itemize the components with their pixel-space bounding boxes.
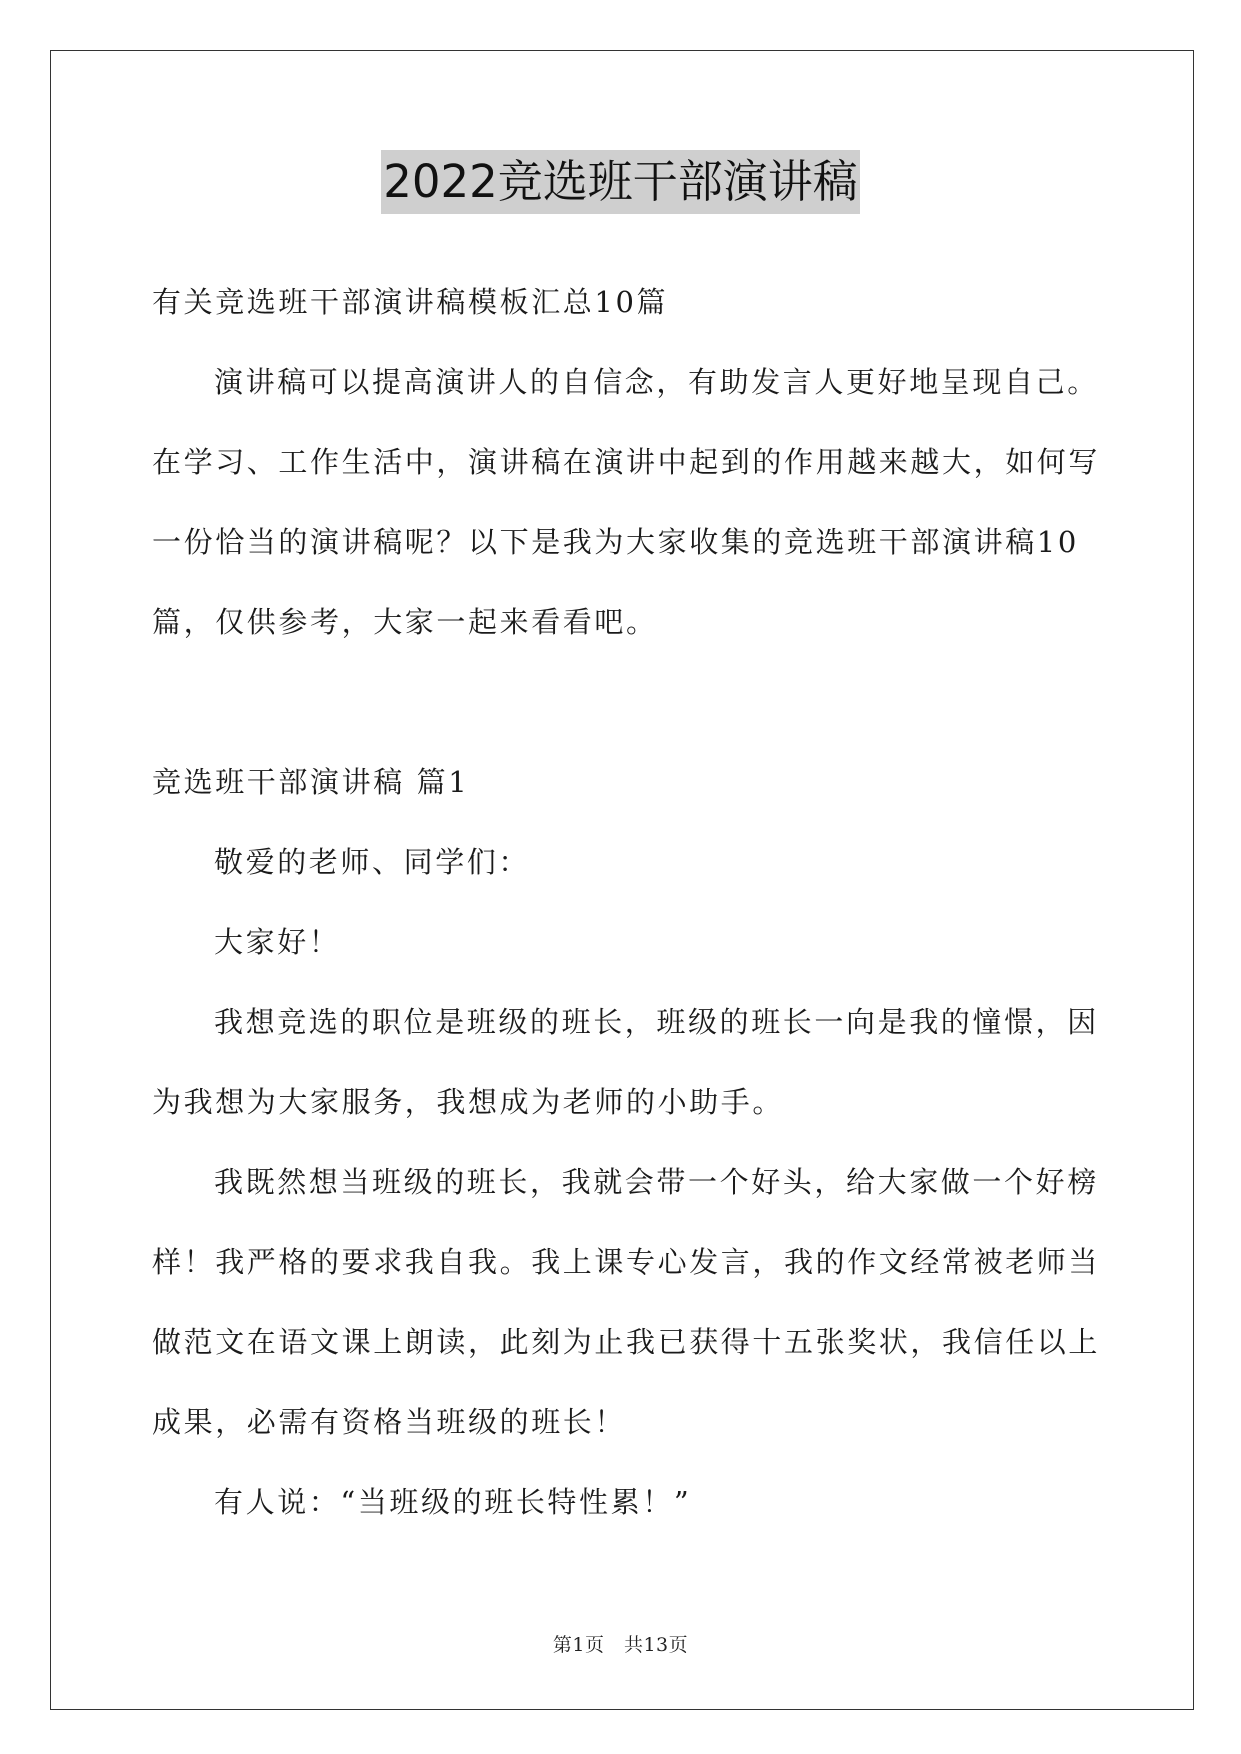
paragraph-line: 我想竞选的职位是班级的班长，班级的班长一向是我的憧憬，因 [214, 1005, 1099, 1039]
document-body [152, 262, 1101, 1542]
paragraph-line: 篇，仅供参考，大家一起来看看吧。 [152, 605, 658, 639]
section-heading: 竞选班干部演讲稿 篇1 [152, 765, 470, 799]
paragraph-line: 我既然想当班级的班长，我就会带一个好头，给大家做一个好榜 [214, 1165, 1099, 1199]
document-title: 2022竞选班干部演讲稿 [381, 150, 860, 214]
title-container [0, 150, 1241, 214]
paragraph-line: 有人说：“当班级的班长特性累！” [214, 1485, 692, 1519]
paragraph-line: 为我想为大家服务，我想成为老师的小助手。 [152, 1085, 785, 1119]
spacer [152, 662, 1090, 742]
paragraph-line: 成果，必需有资格当班级的班长！ [152, 1405, 627, 1439]
page-footer: 第1页 共13页 [552, 1634, 689, 1656]
paragraph-line: 做范文在语文课上朗读，此刻为止我已获得十五张奖状，我信任以上 [152, 1325, 1101, 1359]
paragraph-line: 在学习、工作生活中，演讲稿在演讲中起到的作用越来越大，如何写 [152, 445, 1101, 479]
paragraph-line: 样！我严格的要求我自我。我上课专心发言，我的作文经常被老师当 [152, 1245, 1101, 1279]
paragraph-line: 演讲稿可以提高演讲人的自信念，有助发言人更好地呈现自己。 [214, 365, 1099, 399]
paragraph-line: 一份恰当的演讲稿呢？以下是我为大家收集的竞选班干部演讲稿10 [152, 525, 1079, 559]
paragraph-line: 敬爱的老师、同学们： [214, 845, 531, 879]
subtitle-line: 有关竞选班干部演讲稿模板汇总10篇 [152, 285, 669, 319]
paragraph-line: 大家好！ [214, 925, 341, 959]
